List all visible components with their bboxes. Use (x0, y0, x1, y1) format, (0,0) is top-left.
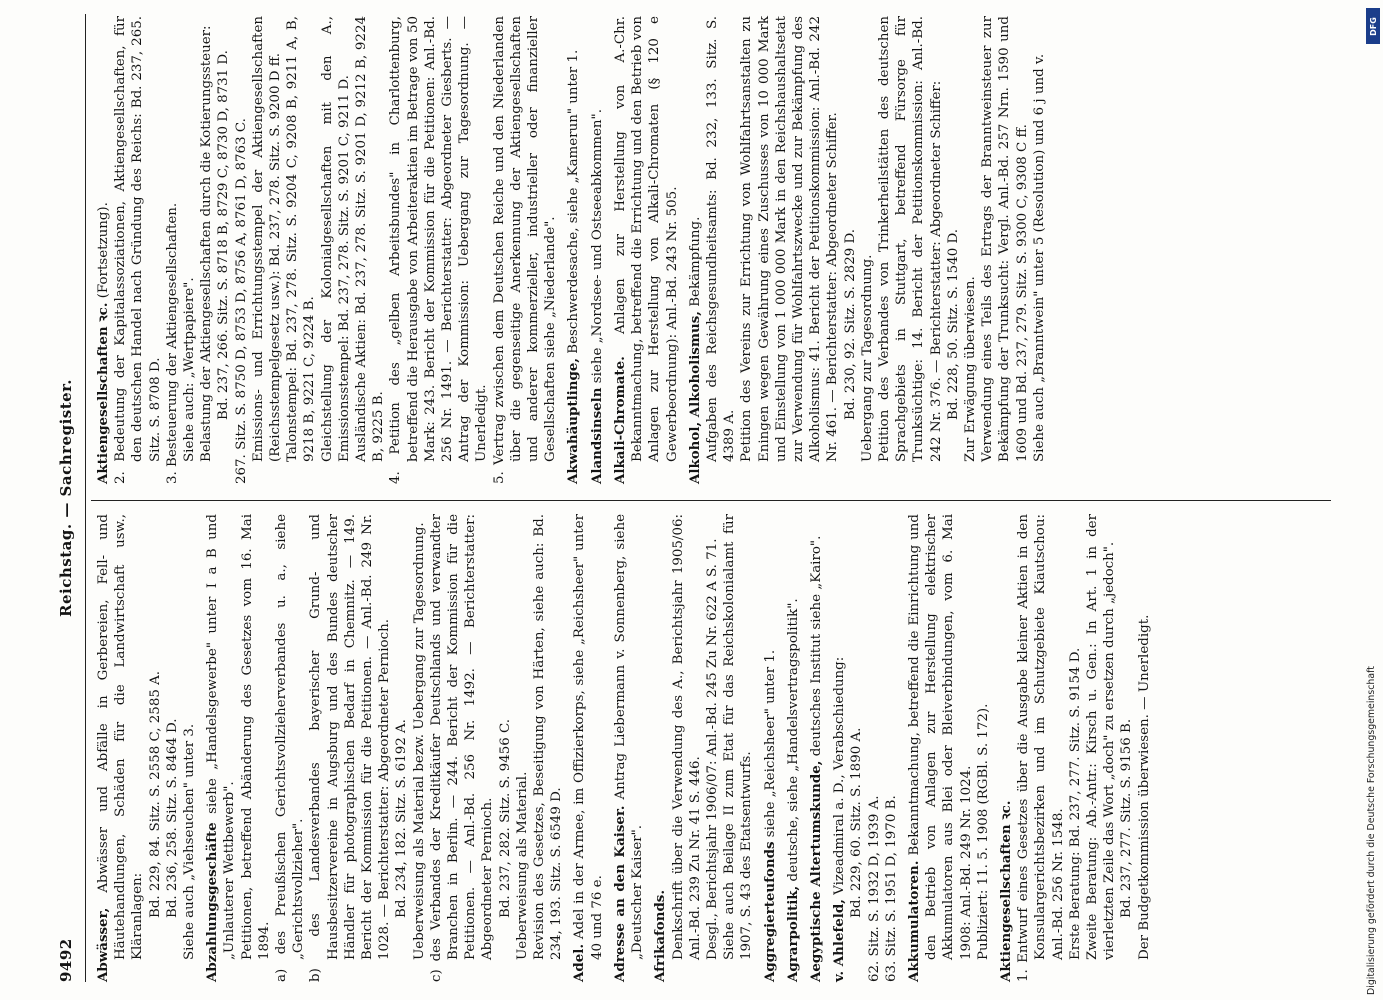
page-title: Reichstag. — Sachregister. (57, 379, 75, 617)
index-entry (95, 514, 198, 982)
column-divider (91, 500, 1331, 501)
entry-heading-line: Alkohol, Alkoholismus, Bekämpfung. (686, 216, 703, 484)
entry-keyword: Afrikafonds. (652, 889, 669, 982)
entry-line: Petition des Verbandes von Trinkerheilstätten des deutschen Sprachgebiets in Stuttgart, betreffend Fürsorge für Trunksüchtige: 14. Bericht der Petitionskommission: Anl.-Bd. 242 Nr. 376. — Berichterstatter: Abgeordneter Schiffer: (876, 16, 944, 462)
entry-line: Bd. 234, 182. Sitz. S. 6192 A. (394, 719, 410, 918)
entry-line: Bd. 229, 60. Sitz. S. 1890 A. (849, 727, 865, 918)
index-entry (808, 514, 825, 982)
entry-line: b) des Landesverbandes bayerischer Grund- und Hausbesitzervereine in Augsburg und des Bundes deutscher Händler für photographischen Bedarf in Chemnitz. — 149. Bericht der Kommission für die Petitionen. — Anl.-Bd. 249 Nr. 1028. — Berichterstatter: Abgeordneter Pernioch. (308, 514, 393, 982)
entry-line: Siehe auch „Viehseuchen" unter 3. (182, 723, 198, 960)
entry-line: Denkschrift über die Verwendung des A., Berichtsjahr 1905/06: Anl.-Bd. 239 Zu Nr. 41 S. 446. (670, 514, 703, 960)
entry-line: Ausländische Aktien: Bd. 237, 278. Sitz. S. 9201 D, 9212 B, 9224 B, 9225 B. (354, 16, 387, 462)
entry-line: Siehe auch: „Wertpapiere". (182, 277, 198, 462)
index-entry (785, 514, 802, 982)
entry-line: c) des Verbandes der Kreditkäufer Deutschlands und verwandter Branchen in Berlin. — 244. Bericht der Kommission für die Petitionen. — Anl.-Bd. 256 Nr. 1492. — Berichterstatter: Abgeordneter Pernioch. (428, 514, 496, 982)
index-entry (565, 16, 582, 484)
entry-keyword: Aggregierteufonds (761, 841, 778, 982)
index-entry (612, 16, 681, 484)
entry-line: Belastung der Aktiengesellschaften durch die Kotierungssteuer: (199, 25, 215, 462)
entry-line: Verwendung eines Teils des Ertrags der Branntweinsteuer zur Bekämpfung der Trunksucht: Vergl. Anl.-Bd. 257 Nrn. 1590 und 1609 und Bd. 237, 279. Sitz. S. 9300 C, 9308 C ff. (980, 16, 1030, 462)
entry-heading-line: Aggregierteufonds siehe „Reichsheer" unter 1. (761, 649, 778, 982)
entry-line: Bd. 237, 266. Sitz. S. 8718 B, 8729 C, 8730 D, 8731 D. (216, 50, 232, 420)
right-column (95, 16, 1054, 484)
entry-keyword: Akwahäuptlinge, (565, 357, 582, 484)
index-entry (589, 16, 606, 484)
entry-heading-line (998, 514, 1015, 982)
entry-heading-line: Akwahäuptlinge, Beschwerdesache, siehe „Kamerun" unter 1. (565, 49, 582, 484)
page-number: 9492 (57, 938, 75, 982)
entry-line: Gleichstellung der Kolonialgesellschaften mit den A., Emissionsstempel: Bd. 237, 278. Sitz. S. 9201 C, 9211 D. (319, 16, 352, 462)
entry-line: Bd. 230, 92. Sitz. S. 2829 D. (842, 228, 858, 420)
index-entry (831, 514, 900, 982)
entry-keyword: Agrarpolitik, (784, 885, 801, 982)
entry-line: Erste Beratung: Bd. 237, 277. Sitz. S. 9154 D. (1067, 647, 1083, 960)
entry-keyword: Aktiengesellschaften ꝛc. (997, 800, 1014, 982)
entry-line: Ueberweisung als Material. (514, 771, 530, 960)
index-entry (571, 514, 605, 982)
entry-heading-line: v. Ahlefeld, Vizeadmiral a. D., Verabschiedung: (831, 656, 848, 982)
entry-line: Revision des Gesetzes, Beseitigung von Härten, siehe auch: Bd. 234, 193. Sitz. S. 6549 D. (532, 514, 565, 960)
entry-keyword: Aktiengesellschaften ꝛc. (95, 302, 111, 484)
entry-line: Bd. 229, 84. Sitz. S. 2558 C, 2585 A. (147, 670, 163, 918)
entry-heading-line: Agrarpolitik, deutsche, siehe „Handelsvertragspolitik". (784, 598, 801, 982)
entry-line: Ueberweisung als Material bezw. Uebergang zur Tagesordnung. (411, 522, 427, 960)
entry-line: Siehe auch Beilage II zum Etat für das Reichskolonialamt für 1907, S. 43 des Etatsentwurfs. (722, 514, 755, 960)
header-rule (85, 14, 86, 982)
entry-keyword: Abwässer, (95, 907, 111, 982)
entry-line: 63. Sitz. S. 1951 D, 1970 B. (883, 795, 899, 982)
entry-keyword: Alkali-Chromate. (611, 356, 628, 484)
entry-line: Talonstempel: Bd. 237, 278. Sitz. S. 9204 C, 9208 B, 9211 A, B, 9218 B, 9221 C, 9224 B. (285, 16, 318, 462)
index-entry (652, 514, 755, 982)
entry-line: Bd. 237, 277. Sitz. S. 9156 B. (1119, 718, 1135, 918)
entry-line: Bd. 237, 282. Sitz. S. 9456 C. (497, 718, 513, 918)
entry-line: Zur Erwägung überwiesen. (962, 276, 978, 462)
entry-line: Der Budgetkommission überwiesen. — Unerledigt. (1136, 614, 1152, 960)
page-content-rotated (55, 0, 1355, 1000)
entry-line: Petition des Vereins zur Errichtung von Wohlfahrtsanstalten zu Eningen wegen Gewährung eines Zuschusses von 10 000 Mark und Einstellung von 1 000 000 Mark in den Reichshaushaltsetat zur Verwendung für Wohlfahrtszwecke und zur Bekämpfung des Alkoholismus: 41. Bericht der Petitionskommission: Anl.-Bd. 242 Nr. 461. — Berichterstatter: Abgeordneter Schiffer. (739, 16, 841, 462)
entry-heading-line: Abzahlungsgeschäfte siehe „Handelsgewerbe" unter I a B und „Unlauterer Wettbewerb". (204, 514, 238, 982)
entry-heading-line: Aegyptische Altertumskunde, deutsches Institut siehe „Kairo". (807, 535, 824, 982)
entry-line: Aufgaben des Reichsgesundheitsamts: Bd. 232, 133. Sitz. S. 4389 A. (704, 16, 738, 462)
entry-line: a) des Preußischen Gerichtsvollzieherverbandes u. a., siehe „Gerichtsvollzieher". (274, 514, 307, 982)
digitization-note: Digitalisierung gefördert durch die Deutsche Forschungsgemeinschaft (1366, 666, 1377, 995)
entry-heading-line: Abwässer, Abwässer und Abfälle in Gerbereien, Fell- und Häutehandlungen, Schäden für die Landwirtschaft usw., Kläranlagen: (95, 514, 146, 982)
entry-keyword: Abzahlungsgeschäfte (204, 822, 221, 982)
entry-line: Publiziert: 11. 5. 1908 (RGBl. S. 172). (975, 703, 991, 960)
index-entry (998, 514, 1153, 982)
entry-heading-line (652, 514, 669, 982)
entry-heading-line: Adel. Adel in der Armee, im Offizierkorps, siehe „Reichsheer" unter 40 und 76 e. (571, 514, 605, 982)
entry-heading-line: Alkali-Chromate. Anlagen zur Herstellung von A.-Chr. Bekanntmachung, betreffend die Errichtung und den Betrieb von Anlagen zur Herstellung von Alkali-Chromaten (§ 120 e Gewerbeordnung): Anl.-Bd. 243 Nr. 505. (611, 16, 680, 484)
entry-line: 2. Bedeutung der Kapitalassoziationen, Aktiengesellschaften, für den deutschen Handel nach Gründung des Reichs: Bd. 237, 265. Sitz. S. 8708 D. (113, 16, 163, 484)
index-entry (687, 16, 1048, 484)
entry-keyword: Alandsinseln (588, 387, 605, 484)
entry-line: 3. Besteuerung der Aktiengesellschaften. (164, 202, 180, 484)
entry-line: Bd. 228, 50. Sitz. S. 1540 D. (945, 228, 961, 420)
entry-line: Petitionen, betreffend Abänderung des Gesetzes vom 16. Mai 1894. (239, 514, 272, 960)
entry-heading-line: Adresse an den Kaiser. Antrag Liebermann v. Sonnenberg, siehe „Deutscher Kaiser". (611, 514, 646, 982)
entry-line: 62. Sitz. S. 1932 D, 1939 A. (866, 795, 882, 982)
entry-line: Desgl., Berichtsjahr 1906/07: Anl.-Bd. 245 Zu Nr. 622 A S. 71. (704, 538, 720, 960)
index-entry (612, 514, 646, 982)
entry-keyword: Aegyptische Altertumskunde, (807, 760, 824, 982)
index-entry (95, 16, 559, 484)
entry-line: 4. Petition des „gelben Arbeitsbundes" in Charlottenburg, betreffend die Herausgabe von Arbeiteraktien im Betrage von 50 Mark: 243. Bericht der Kommission für die Petitionen: Anl.-Bd. 256 Nr. 1491. — Berichterstatter: Abgeordneter Giesberts. — Antrag der Kommission: Uebergang zur Tagesordnung. — Unerledigt. (388, 16, 490, 484)
entry-keyword: Akkumulatoren. (905, 860, 922, 982)
entry-heading-line: Aktiengesellschaften ꝛc. (Fortsetzung). (95, 202, 111, 484)
entry-keyword: Alkohol, Alkoholismus, (686, 311, 703, 484)
entry-line: Siehe auch „Branntwein" unter 5 (Resolution) und 6 j und v. (1031, 53, 1047, 462)
entry-line: Bd. 236, 258. Sitz. S. 8464 D. (164, 718, 180, 918)
entry-heading-line: Alandsinseln siehe „Nordsee- und Ostseeabkommen". (588, 109, 605, 484)
entry-keyword: Adresse an den Kaiser. (611, 805, 628, 982)
entry-line: Uebergang zur Tagesordnung. (859, 254, 875, 462)
entry-line: Zweite Beratung: Ab.-Antr.: Kirsch u. Gen.: In Art. 1 in der vierletzten Zeile das Wort „doch" zu ersetzen durch „jedoch". (1084, 514, 1118, 960)
index-entry (762, 514, 779, 982)
entry-keyword: Adel. (571, 943, 588, 982)
entry-line: Emissions- und Errichtungsstempel der Aktiengesellschaften (Reichsstempelgesetz usw.): Bd. 237, 278. Sitz. S. 9200 D ff. (250, 16, 284, 462)
index-entry (906, 514, 992, 982)
entry-keyword: v. Ahlefeld, (831, 899, 848, 982)
entry-heading-line: Akkumulatoren. Bekanntmachung, betreffend die Einrichtung und den Betrieb von Anlagen zur Herstellung elektrischer Akkumulatoren aus Blei oder Bleiverbindungen, vom 6. Mai 1908: Anl.-Bd. 249 Nr. 1024. (905, 514, 974, 982)
left-column (95, 514, 1159, 982)
entry-line: 267. Sitz. S. 8750 D, 8753 D, 8756 A, 8761 D, 8763 C. (233, 118, 249, 484)
entry-line: 5. Vertrag zwischen dem Deutschen Reiche und den Niederlanden über die gegenseitige Anerkennung der Aktiengesellschaften und anderer kommerzieller, industrieller oder finanzieller Gesellschaften siehe „Niederlande". (491, 16, 559, 484)
dfg-logo: DFG (1366, 8, 1380, 44)
entry-line: 1. Entwurf eines Gesetzes über die Ausgabe kleiner Aktien in den Konsulargerichtsbezirken und im Schutzgebiete Kiautschou: Anl.-Bd. 256 Nr. 1548. (1016, 514, 1066, 982)
index-entry (204, 514, 565, 982)
running-header (55, 14, 81, 982)
